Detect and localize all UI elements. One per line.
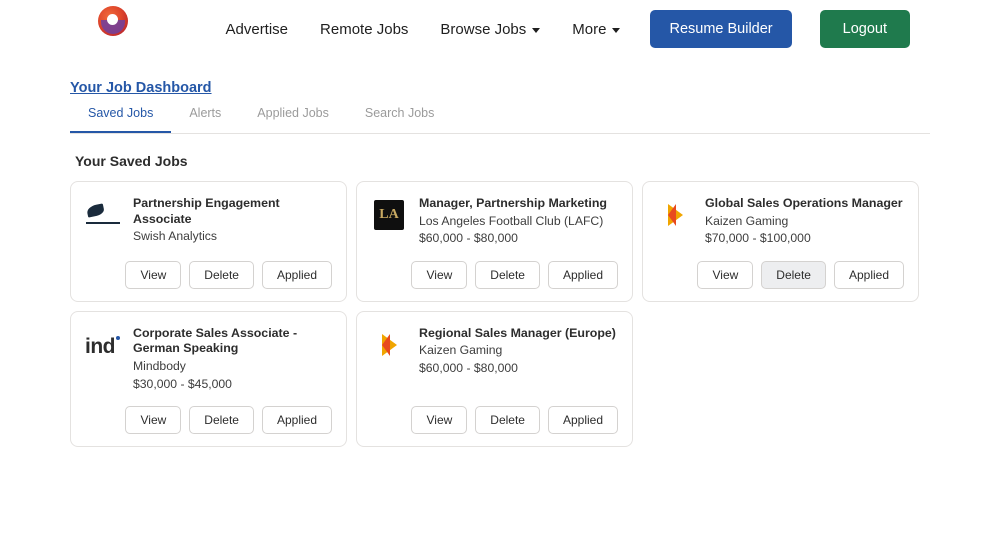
- dashboard-tabs: [70, 106, 930, 134]
- job-company: Mindbody: [133, 358, 186, 373]
- job-title: Global Sales Operations Manager: [705, 196, 903, 210]
- job-card-top: [371, 196, 618, 247]
- nav-label: Remote Jobs: [320, 20, 409, 38]
- job-card[interactable]: [356, 181, 633, 302]
- delete-button[interactable]: Delete: [761, 261, 826, 289]
- job-card-actions: [657, 247, 904, 289]
- job-info: [705, 196, 904, 247]
- logo-icon: [98, 6, 128, 36]
- job-card[interactable]: [356, 311, 633, 447]
- delete-button[interactable]: Delete: [189, 261, 254, 289]
- job-company: Kaizen Gaming: [419, 343, 503, 358]
- applied-button[interactable]: Applied: [262, 406, 332, 434]
- job-title: Partnership Engagement Associate: [133, 196, 280, 226]
- job-card-top: [657, 196, 904, 247]
- section-title: Your Saved Jobs: [75, 153, 188, 169]
- job-salary: $70,000 - $100,000: [705, 231, 811, 246]
- tab-alerts[interactable]: Alerts: [189, 106, 222, 120]
- job-title: Regional Sales Manager (Europe): [419, 325, 616, 340]
- job-company: Kaizen Gaming: [705, 213, 789, 228]
- tab-search-jobs[interactable]: Search Jobs: [364, 106, 435, 120]
- view-button[interactable]: View: [411, 406, 467, 434]
- lafc-logo-icon: LA: [371, 197, 407, 233]
- saved-jobs-list: [70, 181, 930, 447]
- applied-button[interactable]: Applied: [548, 261, 618, 289]
- job-card-actions: [85, 392, 332, 434]
- job-info: [419, 326, 618, 377]
- job-title: Corporate Sales Associate - German Speaking: [133, 325, 298, 356]
- delete-button[interactable]: Delete: [475, 406, 540, 434]
- main-nav: [224, 10, 911, 48]
- job-card-top: [85, 326, 332, 392]
- view-button[interactable]: View: [125, 406, 181, 434]
- job-card[interactable]: [642, 181, 919, 302]
- indeed-logo-icon: ind: [85, 327, 121, 363]
- nav-label: Advertise: [225, 20, 289, 38]
- job-salary: $60,000 - $80,000: [419, 361, 518, 376]
- site-logo[interactable]: [98, 6, 132, 40]
- nav-item-browse-jobs[interactable]: [438, 15, 542, 44]
- job-card-actions: [85, 247, 332, 289]
- nav-label: Browse Jobs: [440, 20, 527, 38]
- job-salary: $30,000 - $45,000: [133, 376, 232, 391]
- swish-analytics-logo-icon: [85, 197, 121, 233]
- logout-button[interactable]: Logout: [820, 10, 910, 48]
- job-card-top: [85, 196, 332, 246]
- job-card[interactable]: [70, 181, 347, 302]
- applied-button[interactable]: Applied: [548, 406, 618, 434]
- job-company: Swish Analytics: [133, 229, 217, 243]
- job-info: [133, 196, 332, 246]
- nav-item-remote-jobs[interactable]: [318, 15, 410, 44]
- job-card-actions: [371, 392, 618, 434]
- delete-button[interactable]: Delete: [475, 261, 540, 289]
- dashboard-content: [0, 58, 1000, 447]
- job-title: Manager, Partnership Marketing: [419, 196, 607, 210]
- job-card-top: [371, 326, 618, 377]
- job-card-actions: [371, 247, 618, 289]
- chevron-down-icon: [612, 28, 620, 33]
- job-info: [133, 326, 332, 392]
- job-info: [419, 196, 618, 247]
- tab-saved-jobs[interactable]: Saved Jobs: [70, 106, 171, 133]
- job-card[interactable]: [70, 311, 347, 447]
- delete-button[interactable]: Delete: [189, 406, 254, 434]
- chevron-down-icon: [532, 28, 540, 33]
- view-button[interactable]: View: [411, 261, 467, 289]
- job-salary: $60,000 - $80,000: [419, 231, 518, 246]
- tab-applied-jobs[interactable]: Applied Jobs: [257, 106, 329, 120]
- nav-item-advertise[interactable]: [224, 15, 291, 44]
- page-title[interactable]: Your Job Dashboard: [70, 80, 212, 96]
- view-button[interactable]: View: [697, 261, 753, 289]
- job-company: Los Angeles Football Club (LAFC): [419, 213, 604, 228]
- resume-builder-button[interactable]: Resume Builder: [650, 10, 791, 48]
- site-header: [0, 0, 1000, 58]
- applied-button[interactable]: Applied: [262, 261, 332, 289]
- view-button[interactable]: View: [125, 261, 181, 289]
- nav-item-more[interactable]: [570, 15, 622, 44]
- applied-button[interactable]: Applied: [834, 261, 904, 289]
- nav-label: More: [572, 20, 607, 38]
- kaizen-gaming-logo-icon: [657, 197, 693, 233]
- kaizen-gaming-logo-icon: [371, 327, 407, 363]
